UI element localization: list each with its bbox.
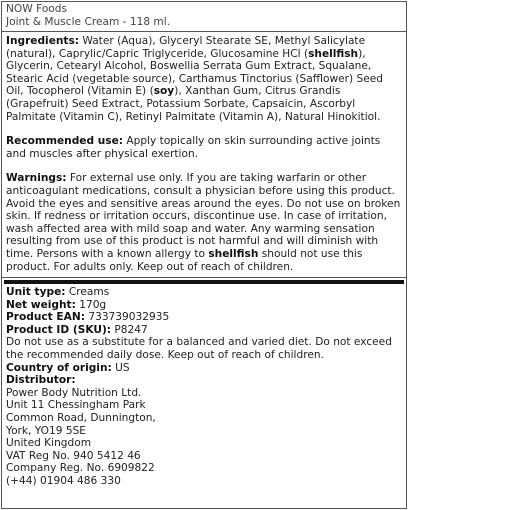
warnings-allergen-shellfish: shellfish: [208, 247, 259, 260]
dosage-notice: Do not use as a substitute for a balanced and varied diet. Do not exceed the recommended daily dose. Keep out of reach of children.: [6, 336, 392, 362]
allergen-shellfish: shellfish: [308, 47, 359, 60]
vat-number: VAT Reg No. 940 5412 46: [6, 449, 141, 462]
ingredients-text-2: ), Glycerin, Cetearyl Alcohol, Boswellia Serrata Gum Extract, Squalane, Stearic Acid (vegetable source), Carthamus Tinctorius (Safflower) Seed Oil, Tocopherol (Vitamin E) (: [6, 47, 383, 98]
address-line: Power Body Nutrition Ltd.: [6, 386, 142, 399]
allergen-soy: soy: [153, 85, 175, 98]
address-line: Common Road, Dunnington,: [6, 412, 156, 425]
recommended-use-label: Recommended use:: [6, 135, 124, 148]
unit-type-value: Creams: [65, 286, 110, 299]
details-section: [2, 284, 406, 488]
unit-type-label: Unit type:: [6, 286, 66, 299]
address-line: Unit 11 Chessingham Park: [6, 399, 146, 412]
product-label: [1, 1, 407, 509]
origin-row: [6, 362, 402, 375]
warnings-text-1: For external use only. If you are taking warfarin or other anticoagulant medications, consult a physician before using this product. Avoid the eyes and sensitive areas around the eyes. Do not use on broken skin. If redness or irritation occurs, discontinue use. In case of irritation, wash affected area with mild soap and water. Any warming sensation resulting from use of this product is not harmful and will diminish with time. Persons with a known allergy to: [6, 172, 401, 260]
sku-row: [6, 324, 402, 337]
warnings-text-2: should not use this product. For adults only. Keep out of reach of children.: [6, 247, 363, 273]
net-weight-row: [6, 299, 402, 312]
distributor-label: Distributor:: [6, 374, 76, 387]
warnings-label: Warnings:: [6, 172, 67, 185]
recommended-use-section: [6, 135, 402, 160]
ean-label: Product EAN:: [6, 311, 85, 324]
origin-label: Country of origin:: [6, 361, 112, 374]
brand-name: NOW Foods: [6, 3, 68, 15]
ingredients-label: Ingredients:: [6, 35, 80, 47]
distributor-row: [6, 374, 402, 387]
ingredients-text-3: ), Xanthan Gum, Citrus Grandis (Grapefruit) Seed Extract, Potassium Sorbate, Capsaicin, Ascorbyl Palmitate (Vitamin C), Retinyl Palmitate (Vitamin A), Natural Hinokitiol.: [6, 85, 381, 123]
ingredients-section: [6, 35, 402, 123]
phone-number: (+44) 01904 486 330: [6, 475, 121, 487]
origin-value: US: [111, 361, 130, 374]
address-line: York, YO19 5SE: [6, 424, 87, 437]
ean-value: 733739032935: [84, 311, 170, 324]
label-header: [2, 2, 406, 31]
recommended-use-text: Apply topically on skin surrounding active joints and muscles after physical exertion.: [6, 135, 381, 160]
sku-value: P8247: [111, 323, 148, 336]
warnings-section: [6, 172, 402, 273]
ean-row: [6, 311, 402, 324]
product-name: Joint & Muscle Cream - 118 ml.: [6, 16, 171, 28]
distributor-address: [6, 387, 402, 488]
unit-type-row: [6, 286, 402, 299]
net-weight-value: 170g: [75, 298, 107, 311]
label-body: [2, 32, 406, 273]
company-reg-number: Company Reg. No. 6909822: [6, 462, 155, 475]
net-weight-label: Net weight:: [6, 298, 76, 311]
ingredients-text-1: Water (Aqua), Glyceryl Stearate SE, Methyl Salicylate (natural), Caprylic/Capric Triglyceride, Glucosamine HCl (: [6, 35, 366, 60]
sku-label: Product ID (SKU):: [6, 323, 112, 336]
address-line: United Kingdom: [6, 437, 92, 450]
